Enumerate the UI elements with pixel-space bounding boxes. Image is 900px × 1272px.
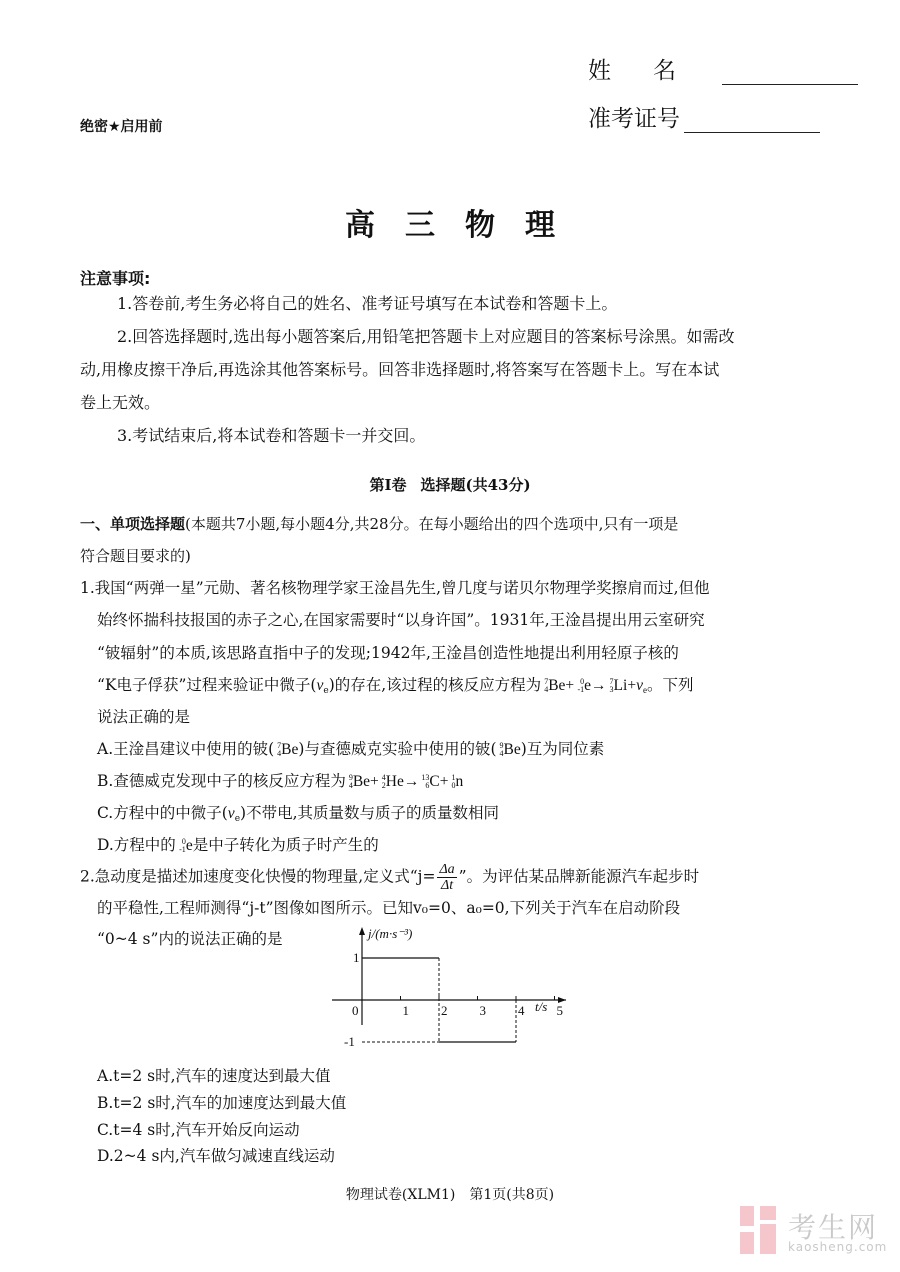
q1-option-a[interactable]: A.王淦昌建议中使用的铍( 7 4 Be)与查德威克实验中使用的铍( 9 4 Be)互为同位素 — [97, 740, 605, 759]
y-tick-label: 1 — [353, 950, 360, 965]
q1-text: )的存在,该过程的核反应方程为 — [328, 676, 542, 694]
q2-option-b[interactable]: B.t=2 s时,汽车的加速度达到最大值 — [97, 1094, 347, 1112]
name-field[interactable] — [588, 52, 858, 85]
note-item: 卷上无效。 — [80, 393, 161, 412]
neutrino-symbol: v — [316, 677, 324, 694]
note-item: 1.答卷前,考生务必将自己的姓名、准考证号填写在本试卷和答题卡上。 — [117, 294, 618, 313]
y-tick-label: -1 — [344, 1034, 355, 1049]
id-blank-line[interactable] — [684, 114, 820, 133]
note-item: 动,用橡皮擦干净后,再选涂其他答案标号。回答非选择题时,将答案写在答题卡上。写在本试 — [80, 360, 720, 379]
note-item: 2.回答选择题时,选出每小题答案后,用铅笔把答题卡上对应题目的答案标号涂黑。如需改 — [117, 327, 735, 346]
x-axis-label: t/s — [535, 999, 548, 1014]
x-tick-label: 0 — [352, 1003, 359, 1018]
watermark — [740, 1206, 890, 1256]
q2-text-line: “0~4 s”内的说法正确的是 — [97, 930, 283, 948]
q2-option-c[interactable]: C.t=4 s时,汽车开始反向运动 — [97, 1121, 300, 1139]
section-name: 选择题(共43分) — [420, 476, 531, 494]
jerk-fraction: $\frac{\Delta a}{\Delta t}$ — [439, 862, 455, 893]
q1-text-line: 说法正确的是 — [97, 708, 191, 726]
q1-text-line: 始终怀揣科技报国的赤子之心,在国家需要时“以身许国”。1931年,王淦昌提出用云室研究 — [97, 611, 705, 629]
watermark-text: 考生网 — [788, 1211, 879, 1244]
page-footer: 物理试卷(XLM1) 第1页(共8页) — [345, 1187, 555, 1203]
q2-text-line: 2.急动度是描述加速度变化快慢的物理量,定义式“j= $\frac{\Delta a}{\Delta t}$ ”。为评估某品牌新能源汽车起步时 — [80, 862, 700, 893]
x-tick-label: 1 — [402, 1003, 409, 1018]
q2-text-line: 的平稳性,工程师测得“j-t”图像如图所示。已知v₀=0、a₀=0,下列关于汽车在启动阶段 — [97, 899, 681, 917]
part-desc: (本题共7小题,每小题4分,共28分。在每小题给出的四个选项中,只有一项是 — [185, 515, 679, 533]
q1-text: 。下列 — [646, 676, 694, 694]
q1-option-b[interactable]: B.查德威克发现中子的核反应方程为 9 4 Be+ 4 2 He→ 13 6 C+ 1 0 n — [97, 772, 464, 791]
id-label: 准考证号 — [588, 106, 680, 132]
y-axis-arrow-icon — [359, 927, 365, 935]
neutrino-sub: e — [323, 686, 329, 696]
q1-text: “K电子俘获”过程来验证中微子( — [97, 676, 317, 694]
note-item: 3.考试结束后,将本试卷和答题卡一并交回。 — [117, 426, 426, 445]
q1-option-c[interactable]: C.方程中的中微子$(v_e)$不带电,其质量数与质子的质量数相同 — [97, 804, 499, 824]
part-heading — [80, 513, 678, 534]
section-heading — [0, 474, 900, 495]
x-tick-label: 5 — [556, 1003, 563, 1018]
reaction-equation: 7 4 Be+ 0 -1 e→ 7 3 $Li+v_e$ — [544, 677, 647, 695]
page-title: 高三物理 — [345, 208, 585, 243]
watermark-logo-icon — [740, 1206, 782, 1254]
name-label: 姓名 — [588, 58, 718, 84]
x-tick-label: 3 — [479, 1003, 486, 1018]
x-tick-label: 2 — [441, 1003, 448, 1018]
volume-label: 第Ⅰ卷 — [369, 476, 407, 494]
q1-text-line: 1.我国“两弹一星”元勋、著名核物理学家王淦昌先生,曾几度与诺贝尔物理学奖擦肩而过,但他 — [80, 579, 710, 597]
q1-text-line — [97, 675, 693, 701]
part-desc-cont: 符合题目要求的) — [80, 547, 191, 565]
watermark-sub: kaosheng.com — [788, 1240, 888, 1254]
part-title: 一、单项选择题 — [80, 515, 186, 533]
x-tick-label: 4 — [518, 1003, 525, 1018]
q2-option-a[interactable]: A.t=2 s时,汽车的速度达到最大值 — [97, 1067, 331, 1085]
q2-option-d[interactable]: D.2~4 s内,汽车做匀减速直线运动 — [97, 1147, 335, 1165]
id-field[interactable] — [588, 100, 820, 133]
confidential-label: 绝密★启用前 — [80, 119, 163, 135]
q1-option-d[interactable]: D.方程中的 0 -1 e是中子转化为质子时产生的 — [97, 836, 379, 855]
name-blank-line[interactable] — [722, 66, 858, 85]
notes-heading: 注意事项: — [80, 269, 151, 288]
q1-text-line: “铍辐射”的本质,该思路直指中子的发现;1942年,王淦昌创造性地提出利用轻原子核的 — [97, 644, 679, 662]
y-axis-label: j/(m·s⁻³) — [368, 926, 413, 941]
jt-graph — [330, 925, 570, 1049]
